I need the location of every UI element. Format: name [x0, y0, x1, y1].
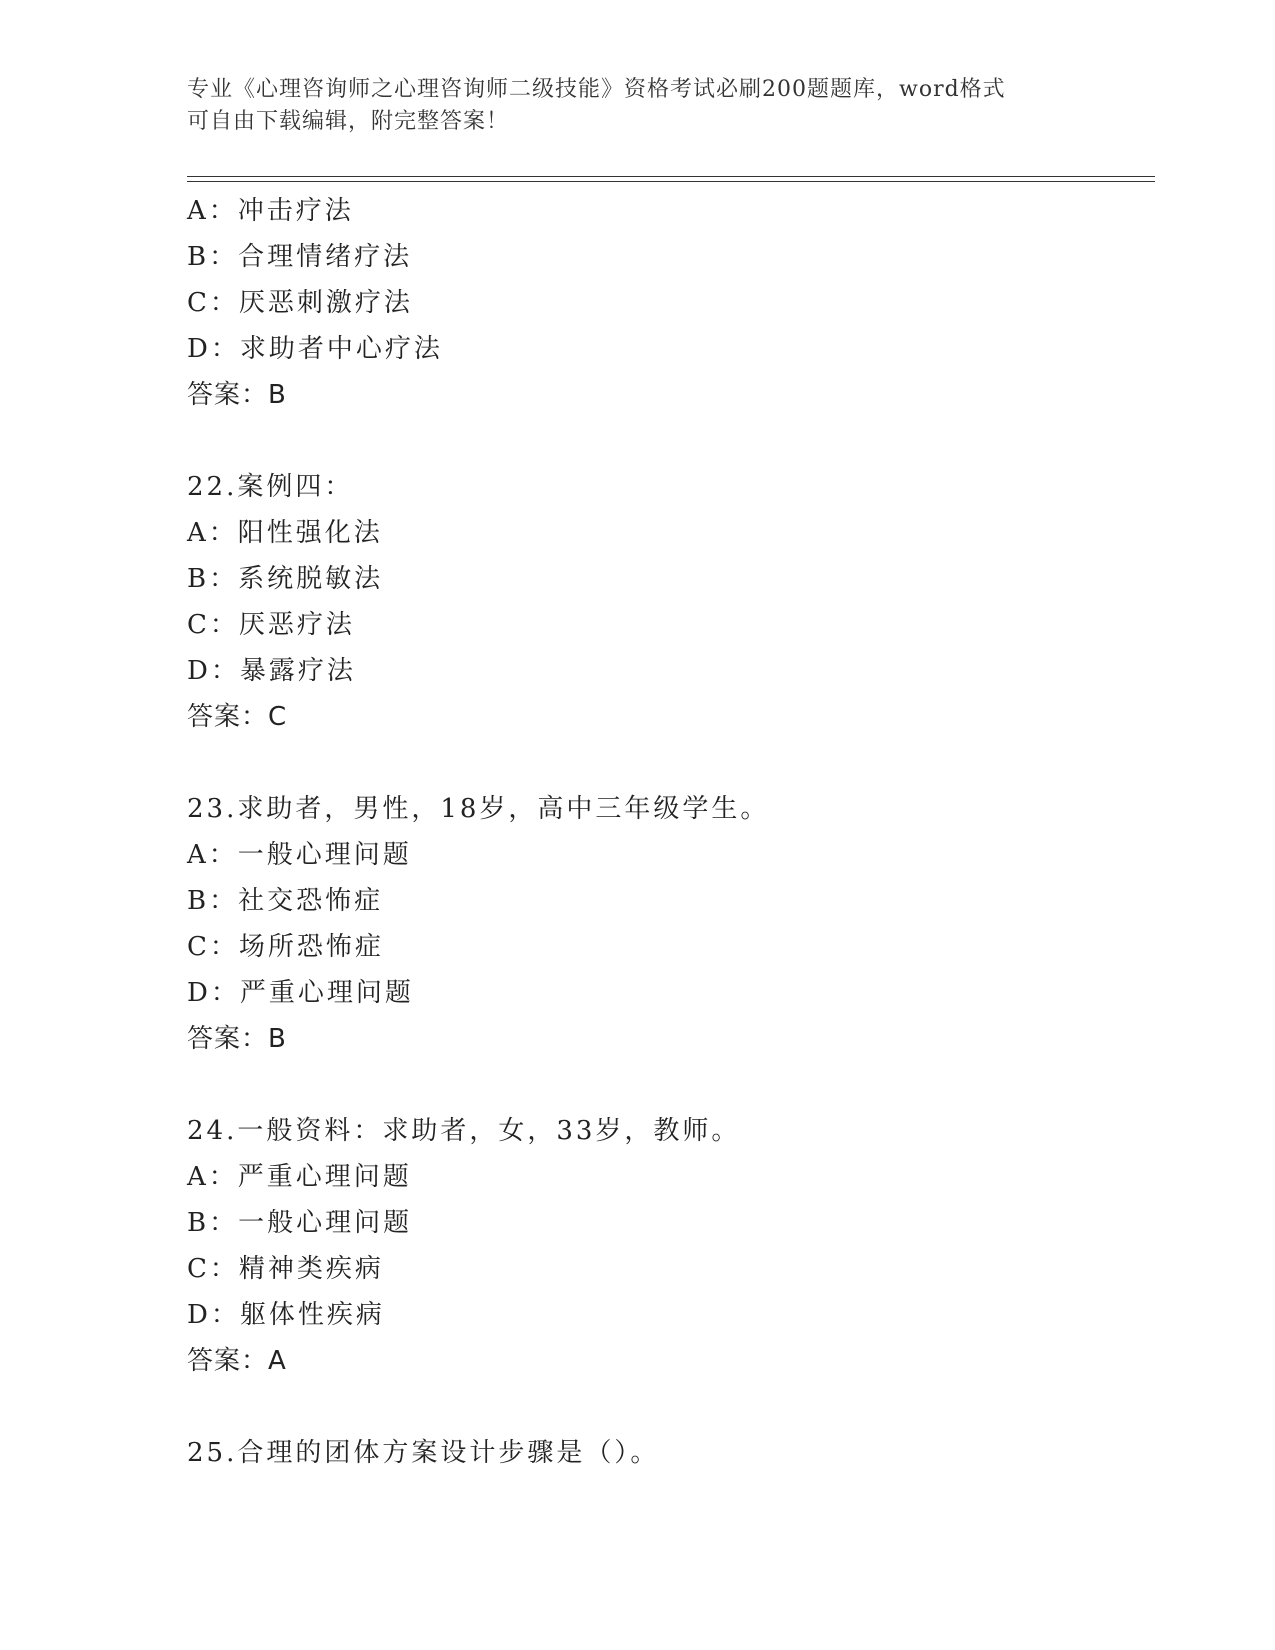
answer-line: 答案：B [187, 1024, 287, 1054]
option-a: A：一般心理问题 [187, 840, 412, 870]
question-list [187, 188, 1155, 1476]
option-c: C：厌恶刺激疗法 [187, 288, 413, 318]
spacer [187, 1384, 1155, 1430]
option-b: B：一般心理问题 [187, 1208, 413, 1238]
option-a: A：严重心理问题 [187, 1162, 412, 1192]
question-22 [187, 464, 1155, 740]
spacer [187, 740, 1155, 786]
option-d: D：暴露疗法 [187, 656, 356, 686]
header-divider-top [187, 176, 1155, 177]
option-b: B：合理情绪疗法 [187, 242, 413, 272]
option-b: B：系统脱敏法 [187, 564, 384, 594]
header-divider-bottom [187, 181, 1155, 182]
question-21 [187, 188, 1155, 418]
question-stem: 25.合理的团体方案设计步骤是（）。 [187, 1438, 660, 1468]
question-25 [187, 1430, 1155, 1476]
spacer [187, 418, 1155, 464]
option-c: C：场所恐怖症 [187, 932, 384, 962]
option-d: D：求助者中心疗法 [187, 334, 443, 364]
option-d: D：躯体性疾病 [187, 1300, 385, 1330]
option-c: C：厌恶疗法 [187, 610, 355, 640]
answer-line: 答案：A [187, 1346, 287, 1376]
option-a: A：阳性强化法 [187, 518, 383, 548]
question-stem: 23.求助者，男性，18岁，高中三年级学生。 [187, 794, 770, 824]
document-header [187, 74, 1087, 138]
option-c: C：精神类疾病 [187, 1254, 384, 1284]
answer-line: 答案：C [187, 702, 288, 732]
answer-line: 答案：B [187, 380, 287, 410]
question-24 [187, 1108, 1155, 1384]
question-23 [187, 786, 1155, 1062]
question-stem: 24.一般资料：求助者，女，33岁，教师。 [187, 1116, 741, 1146]
header-line-2: 可自由下载编辑，附完整答案！ [187, 109, 510, 134]
option-a: A：冲击疗法 [187, 196, 354, 226]
question-stem: 22.案例四： [187, 472, 354, 502]
header-line-1: 专业《心理咨询师之心理咨询师二级技能》资格考试必刷200题题库，word格式 [187, 77, 1006, 102]
option-b: B：社交恐怖症 [187, 886, 384, 916]
spacer [187, 1062, 1155, 1108]
option-d: D：严重心理问题 [187, 978, 414, 1008]
